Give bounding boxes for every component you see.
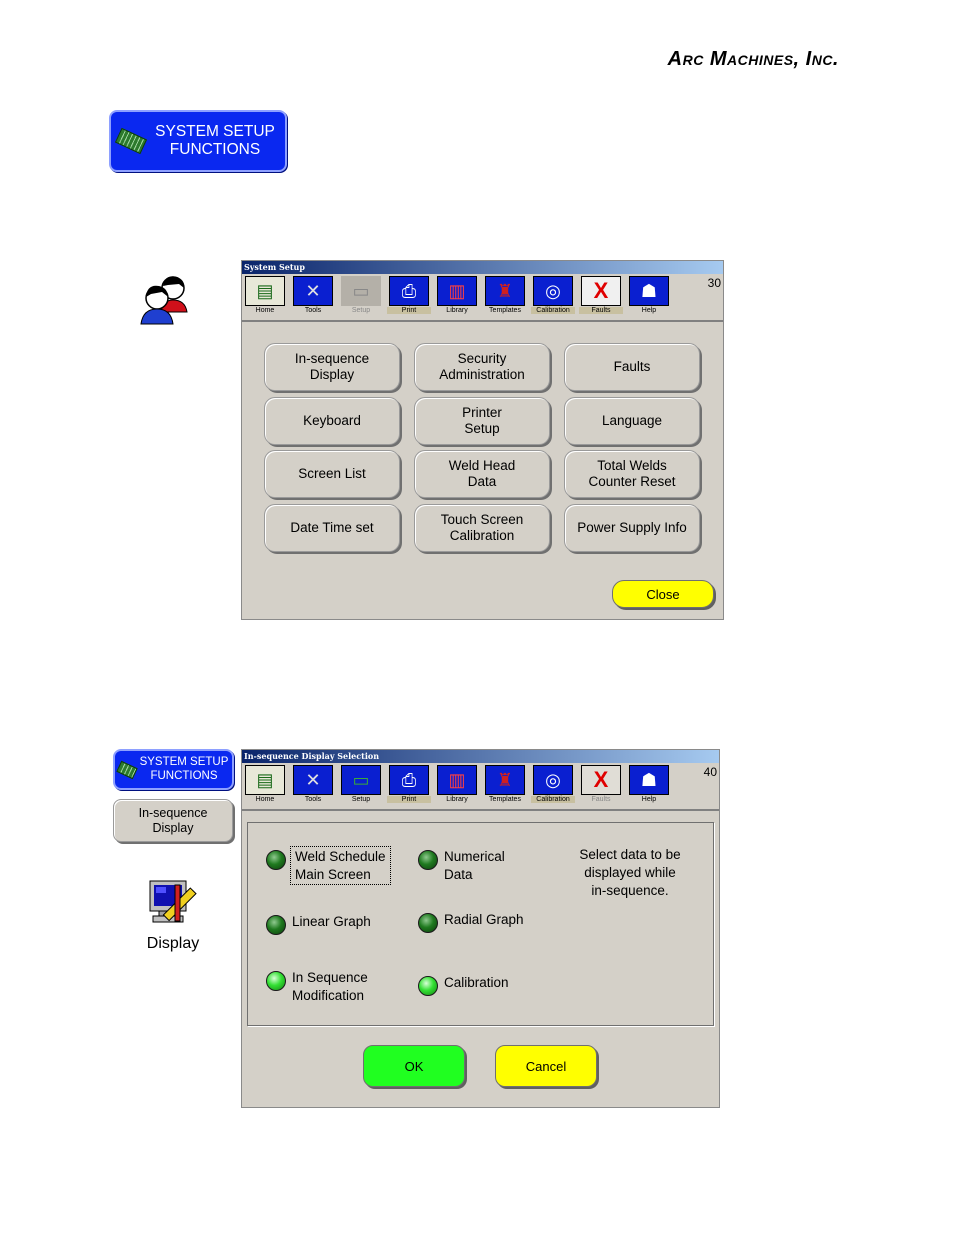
- toolbar-calibration[interactable]: ◎ Calibration: [531, 765, 575, 805]
- faults-button[interactable]: Faults: [564, 343, 700, 391]
- target-icon: ◎: [533, 765, 573, 795]
- display-icon-label: Display: [146, 935, 200, 952]
- option-linear-graph[interactable]: Linear Graph: [266, 913, 371, 935]
- main-toolbar: [242, 274, 723, 322]
- selection-hint-text: Select data to be displayed while in-sequence.: [579, 847, 681, 899]
- printer-icon: ⎙: [389, 276, 429, 306]
- toolbar-help[interactable]: ☗ Help: [627, 276, 671, 316]
- window-title: In-sequence Display Selection: [242, 750, 719, 763]
- help-icon: ☗: [629, 276, 669, 306]
- toolbar-home[interactable]: ▤ Home: [243, 765, 287, 805]
- monitor-ruler-icon: [147, 877, 197, 927]
- memory-chip-icon: ▭: [341, 765, 381, 795]
- language-button[interactable]: Language: [564, 397, 700, 445]
- company-name: Arc Machines, Inc.: [667, 48, 839, 70]
- books-icon: ▥: [437, 276, 477, 306]
- memory-chip-icon: ▭: [341, 276, 381, 306]
- in-sequence-display-selection-window: [241, 749, 720, 1108]
- cancel-button[interactable]: Cancel: [495, 1045, 597, 1087]
- close-button[interactable]: Close: [612, 580, 714, 608]
- ok-button[interactable]: OK: [363, 1045, 465, 1087]
- templates-icon: ♜: [485, 765, 525, 795]
- printer-setup-button[interactable]: Printer Setup: [414, 397, 550, 445]
- weld-head-data-button[interactable]: Weld Head Data: [414, 450, 550, 498]
- screen-list-button[interactable]: Screen List: [264, 450, 400, 498]
- screen-number: 30: [707, 276, 721, 290]
- led-indicator: [266, 850, 286, 870]
- option-in-sequence-modification[interactable]: In Sequence Modification: [266, 969, 368, 1004]
- two-people-icon: [135, 272, 193, 328]
- led-indicator: [418, 850, 438, 870]
- toolbar-help[interactable]: ☗ Help: [627, 765, 671, 805]
- printer-icon: ⎙: [389, 765, 429, 795]
- toolbar-print[interactable]: ⎙ Print: [387, 276, 431, 316]
- toolbar-tools[interactable]: ✕ Tools: [291, 276, 335, 316]
- keyboard-button[interactable]: Keyboard: [264, 397, 400, 445]
- system-setup-functions-badge-small[interactable]: SYSTEM SETUP FUNCTIONS: [113, 749, 234, 790]
- option-weld-schedule-main-screen[interactable]: Weld Schedule Main Screen: [266, 848, 389, 883]
- option-calibration[interactable]: Calibration: [418, 974, 509, 996]
- toolbar-tools[interactable]: ✕ Tools: [291, 765, 335, 805]
- window-title: System Setup: [242, 261, 723, 274]
- memory-chip-icon: [116, 760, 137, 778]
- books-icon: ▥: [437, 765, 477, 795]
- option-radial-graph[interactable]: Radial Graph: [418, 911, 524, 933]
- toolbar-library[interactable]: ▥ Library: [435, 276, 479, 316]
- system-setup-functions-badge: [109, 110, 287, 172]
- toolbar-templates[interactable]: ♜ Templates: [483, 765, 527, 805]
- memory-chip-icon: [115, 128, 147, 154]
- home-icon: ▤: [245, 276, 285, 306]
- toolbar-templates[interactable]: ♜ Templates: [483, 276, 527, 316]
- in-sequence-display-side-button[interactable]: In-sequence Display: [113, 799, 233, 842]
- system-setup-window: [241, 260, 724, 620]
- home-icon: ▤: [245, 765, 285, 795]
- date-time-set-button[interactable]: Date Time set: [264, 504, 400, 552]
- red-x-icon: X: [581, 765, 621, 795]
- main-toolbar: [242, 763, 719, 811]
- toolbar-home[interactable]: ▤ Home: [243, 276, 287, 316]
- screen-number: 40: [703, 765, 717, 779]
- toolbar-library[interactable]: ▥ Library: [435, 765, 479, 805]
- total-welds-counter-reset-button[interactable]: Total Welds Counter Reset: [564, 450, 700, 498]
- security-administration-button[interactable]: Security Administration: [414, 343, 550, 391]
- badge-line2: FUNCTIONS: [169, 141, 261, 158]
- target-icon: ◎: [533, 276, 573, 306]
- tools-icon: ✕: [293, 276, 333, 306]
- led-indicator: [418, 976, 438, 996]
- led-indicator: [266, 915, 286, 935]
- in-sequence-display-button[interactable]: In-sequence Display: [264, 343, 400, 391]
- led-indicator: [418, 913, 438, 933]
- option-numerical-data[interactable]: Numerical Data: [418, 848, 505, 883]
- power-supply-info-button[interactable]: Power Supply Info: [564, 504, 700, 552]
- templates-icon: ♜: [485, 276, 525, 306]
- toolbar-setup[interactable]: ▭ Setup: [339, 276, 383, 316]
- toolbar-faults[interactable]: X Faults: [579, 276, 623, 316]
- help-icon: ☗: [629, 765, 669, 795]
- tools-icon: ✕: [293, 765, 333, 795]
- toolbar-faults[interactable]: X Faults: [579, 765, 623, 805]
- touch-screen-calibration-button[interactable]: Touch Screen Calibration: [414, 504, 550, 552]
- badge-line1: SYSTEM SETUP: [155, 123, 275, 141]
- led-indicator: [266, 971, 286, 991]
- red-x-icon: X: [581, 276, 621, 306]
- toolbar-setup[interactable]: ▭ Setup: [339, 765, 383, 805]
- toolbar-calibration[interactable]: ◎ Calibration: [531, 276, 575, 316]
- toolbar-print[interactable]: ⎙ Print: [387, 765, 431, 805]
